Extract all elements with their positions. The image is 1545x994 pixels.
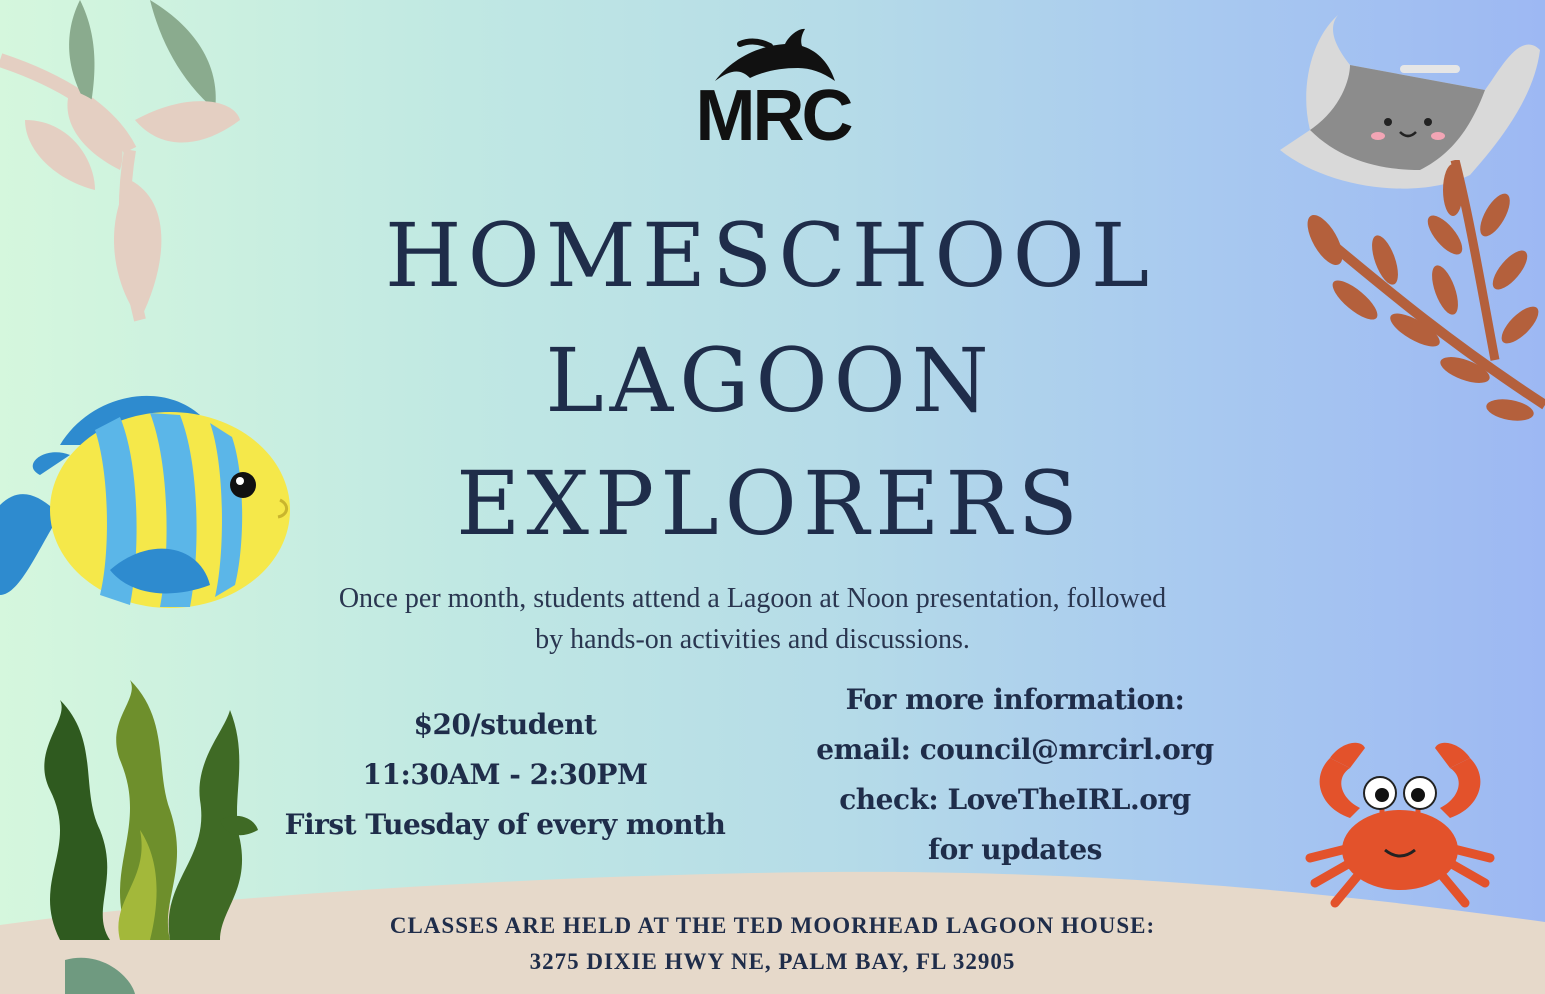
location — [290, 908, 1255, 980]
coral-icon — [1295, 160, 1545, 430]
time: 11:30AM - 2:30PM — [362, 758, 648, 791]
title-line-1: HOMESCHOOL — [384, 204, 1156, 307]
contact-info — [780, 675, 1250, 875]
title-line-3: EXPLORERS — [456, 452, 1084, 555]
seaweed-icon — [20, 680, 260, 950]
mrc-logo — [690, 26, 856, 156]
description-line-2: by hands-on activities and discussions. — [535, 624, 970, 655]
schedule: First Tuesday of every month — [284, 808, 726, 841]
leaf-icon — [60, 955, 140, 994]
contact-email: email: council@mrcirl.org — [816, 733, 1214, 766]
location-line-1: CLASSES ARE HELD AT THE TED MOORHEAD LAGOON HOUSE: — [389, 913, 1156, 938]
logo-text: MRC — [695, 76, 851, 156]
price: $20/student — [413, 708, 597, 741]
contact-website: check: LoveTheIRL.org — [839, 783, 1191, 816]
class-details — [250, 700, 760, 850]
leaf-branch-icon — [0, 0, 250, 340]
location-line-2: 3275 DIXIE HWY NE, PALM BAY, FL 32905 — [529, 949, 1016, 974]
description — [230, 578, 1275, 660]
title-line-2: LAGOON — [545, 329, 995, 432]
crab-icon — [1300, 738, 1500, 913]
contact-updates: for updates — [928, 833, 1102, 866]
contact-heading: For more information: — [845, 683, 1185, 716]
description-line-1: Once per month, students attend a Lagoon at Noon presentation, followed — [338, 583, 1167, 614]
